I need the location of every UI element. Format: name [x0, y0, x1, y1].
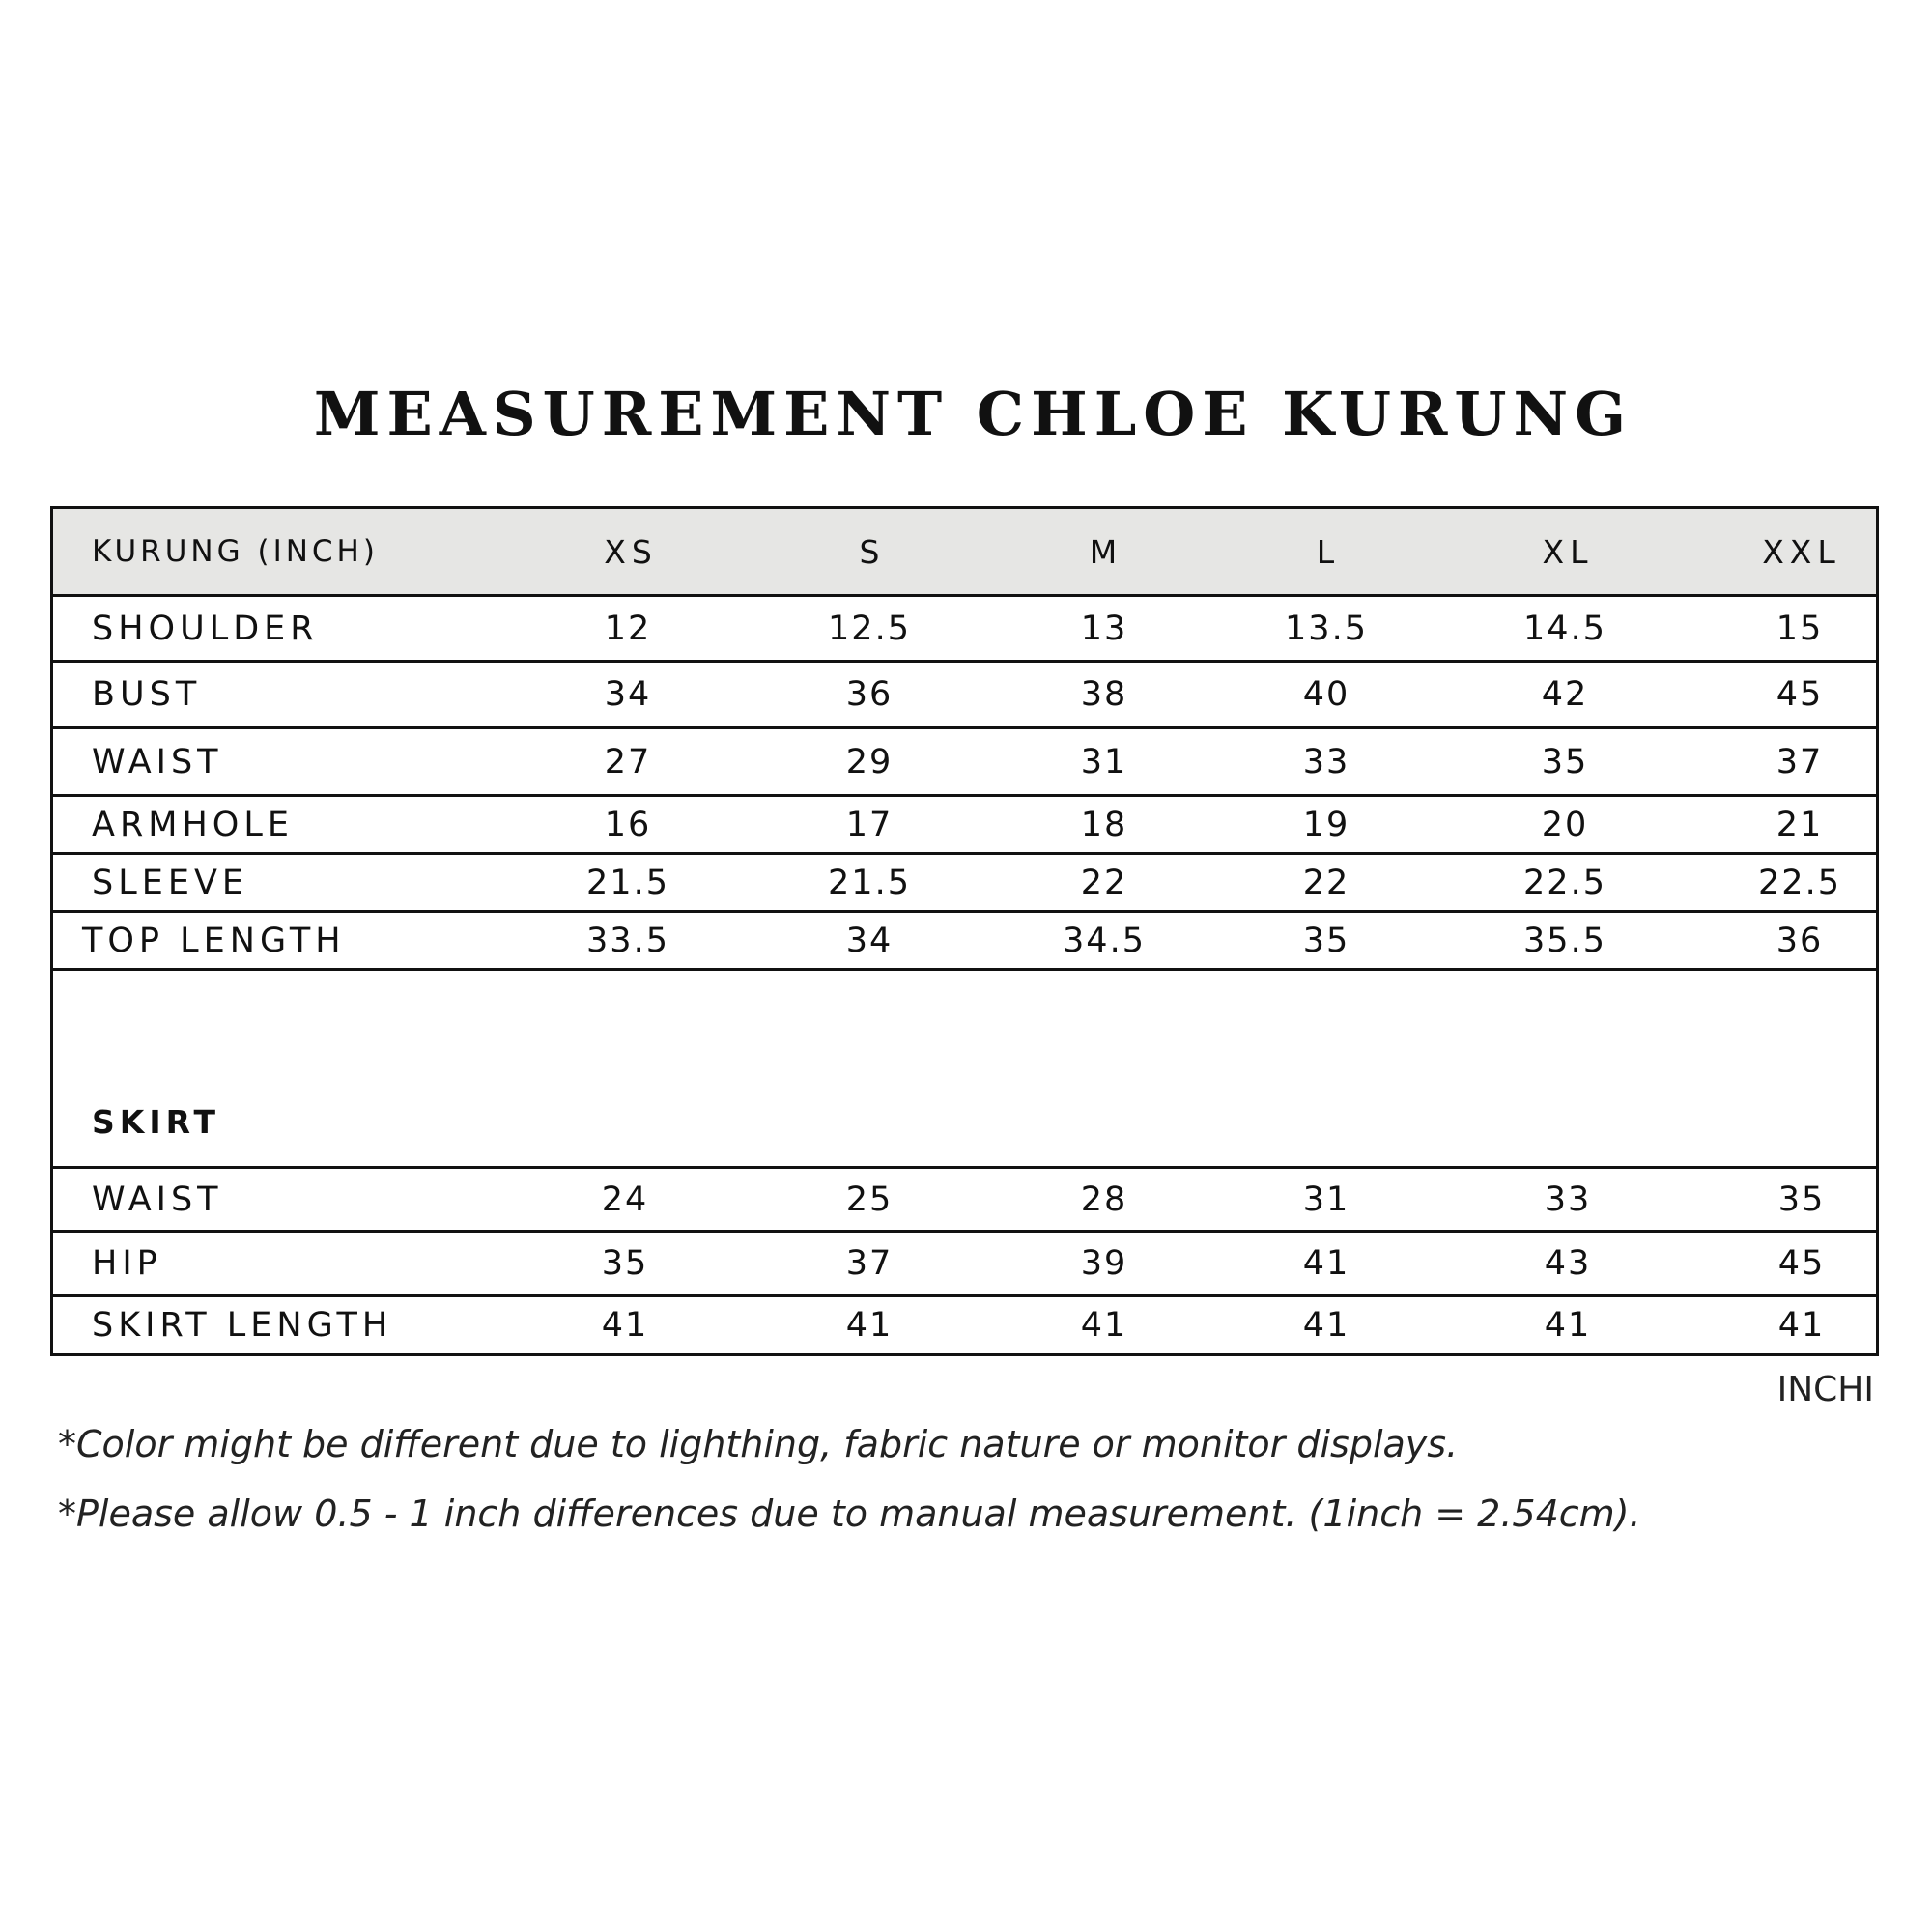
table-cell: 34 — [604, 675, 652, 714]
table-cell: 35.5 — [1523, 921, 1606, 960]
header-label: KURUNG (INCH) — [92, 534, 379, 569]
size-header-xl: XL — [1542, 532, 1594, 571]
table-cell: 14.5 — [1523, 609, 1606, 648]
row-label: HIP — [92, 1244, 162, 1283]
table-cell: 42 — [1541, 675, 1589, 714]
table-cell: 41 — [845, 1306, 894, 1345]
row-label: SLEEVE — [92, 863, 249, 902]
table-row — [53, 855, 1876, 913]
table-header-row — [53, 509, 1876, 597]
table-row — [53, 663, 1876, 729]
table-cell: 34.5 — [1063, 921, 1146, 960]
row-label: BUST — [92, 675, 202, 714]
unit-note: INCHI — [1776, 1370, 1874, 1409]
table-cell: 21 — [1776, 805, 1824, 844]
section-heading: SKIRT — [92, 1103, 221, 1141]
table-cell: 40 — [1302, 675, 1350, 714]
table-cell: 41 — [1544, 1306, 1592, 1345]
table-cell: 18 — [1080, 805, 1128, 844]
table-cell: 13 — [1080, 609, 1128, 648]
table-cell: 39 — [1080, 1244, 1128, 1283]
size-header-l: L — [1316, 532, 1341, 571]
row-label: TOP LENGTH — [82, 921, 346, 960]
table-cell: 27 — [604, 742, 652, 781]
table-cell: 35 — [1541, 742, 1589, 781]
table-cell: 20 — [1541, 805, 1589, 844]
table-cell: 41 — [1302, 1244, 1350, 1283]
table-cell: 41 — [1302, 1306, 1350, 1345]
table-cell: 33.5 — [586, 921, 669, 960]
table-cell: 22.5 — [1523, 863, 1606, 902]
table-cell: 21.5 — [828, 863, 911, 902]
table-row — [53, 597, 1876, 663]
table-row — [53, 797, 1876, 855]
table-cell: 37 — [1776, 742, 1824, 781]
table-cell: 38 — [1080, 675, 1128, 714]
table-cell: 41 — [1777, 1306, 1826, 1345]
row-label: ARMHOLE — [92, 805, 294, 844]
table-cell: 35 — [1302, 921, 1350, 960]
table-row — [53, 913, 1876, 971]
table-cell: 21.5 — [586, 863, 669, 902]
table-cell: 24 — [601, 1179, 649, 1219]
table-cell: 35 — [601, 1244, 649, 1283]
color-disclaimer: *Color might be different due to lighthing, fabric nature or monitor displays. — [58, 1423, 1459, 1465]
table-cell: 43 — [1544, 1244, 1592, 1283]
table-cell: 36 — [1776, 921, 1824, 960]
table-cell: 31 — [1080, 742, 1128, 781]
table-cell: 33 — [1544, 1179, 1592, 1219]
measurement-disclaimer: *Please allow 0.5 - 1 inch differences due to manual measurement. (1inch = 2.54cm). — [58, 1492, 1641, 1535]
table-row — [53, 729, 1876, 797]
table-cell: 45 — [1777, 1244, 1826, 1283]
table-cell: 33 — [1302, 742, 1350, 781]
table-cell: 22.5 — [1758, 863, 1841, 902]
table-row — [53, 1233, 1876, 1297]
table-cell: 17 — [845, 805, 894, 844]
table-cell: 25 — [845, 1179, 894, 1219]
size-header-xs: XS — [604, 532, 658, 571]
table-cell: 31 — [1302, 1179, 1350, 1219]
row-label: WAIST — [92, 1179, 223, 1219]
table-cell: 22 — [1080, 863, 1128, 902]
table-cell: 29 — [845, 742, 894, 781]
row-label: SHOULDER — [92, 609, 319, 648]
table-cell: 15 — [1776, 609, 1824, 648]
size-header-xxl: XXL — [1762, 532, 1841, 571]
table-cell: 12.5 — [828, 609, 911, 648]
table-row — [53, 1169, 1876, 1233]
size-header-m: M — [1089, 532, 1123, 571]
table-cell: 45 — [1776, 675, 1824, 714]
table-cell: 16 — [604, 805, 652, 844]
row-label: SKIRT LENGTH — [92, 1306, 393, 1345]
table-cell: 41 — [601, 1306, 649, 1345]
measurement-table — [50, 506, 1879, 1356]
row-label: WAIST — [92, 742, 223, 781]
table-cell: 28 — [1080, 1179, 1128, 1219]
table-cell: 22 — [1302, 863, 1350, 902]
table-cell: 19 — [1302, 805, 1350, 844]
table-cell: 37 — [845, 1244, 894, 1283]
table-cell: 41 — [1080, 1306, 1128, 1345]
table-cell: 13.5 — [1285, 609, 1368, 648]
skirt-section-row — [53, 971, 1876, 1169]
table-row — [53, 1297, 1876, 1353]
page-title: MEASUREMENT CHLOE KURUNG — [313, 379, 1634, 449]
table-cell: 36 — [845, 675, 894, 714]
table-cell: 12 — [604, 609, 652, 648]
table-cell: 35 — [1777, 1179, 1826, 1219]
size-header-s: S — [859, 532, 886, 571]
table-cell: 34 — [845, 921, 894, 960]
